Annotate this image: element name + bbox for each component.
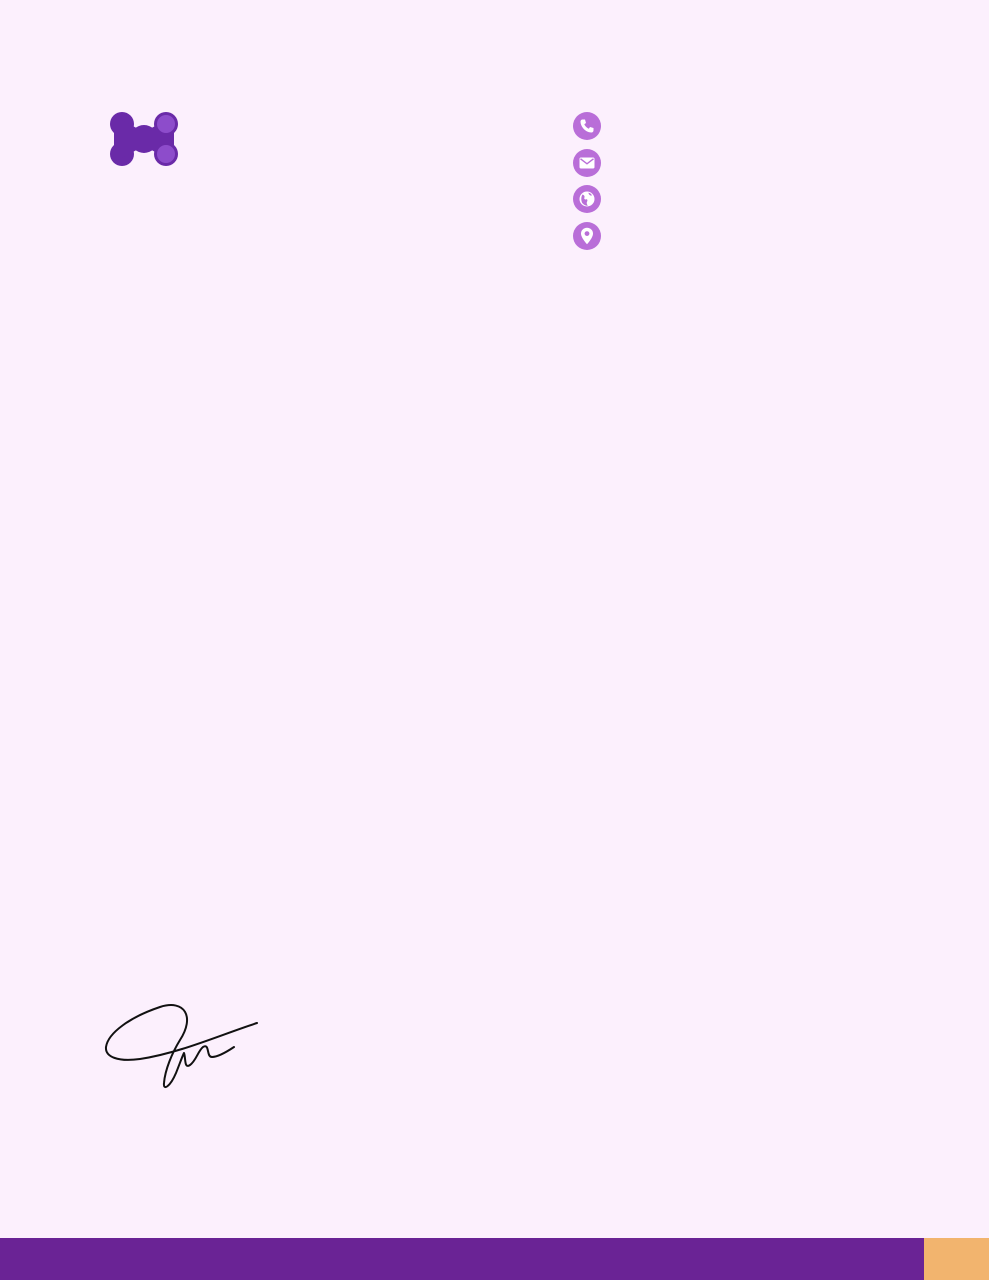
footer-accent-block xyxy=(924,1238,989,1280)
location-pin-icon xyxy=(573,222,601,250)
top-cross-pattern xyxy=(0,0,989,80)
handwritten-signature xyxy=(100,995,270,1095)
email-icon xyxy=(573,149,601,177)
contact-email xyxy=(573,148,610,178)
company-logo-icon xyxy=(108,110,180,168)
bottom-cross-pattern xyxy=(620,995,920,1235)
footer-bar xyxy=(0,1238,924,1280)
contact-website xyxy=(573,184,610,214)
globe-icon xyxy=(573,185,601,213)
contact-phone xyxy=(573,111,610,141)
footer-cross-pattern xyxy=(620,1238,920,1280)
contact-address xyxy=(573,221,610,251)
phone-icon xyxy=(573,112,601,140)
